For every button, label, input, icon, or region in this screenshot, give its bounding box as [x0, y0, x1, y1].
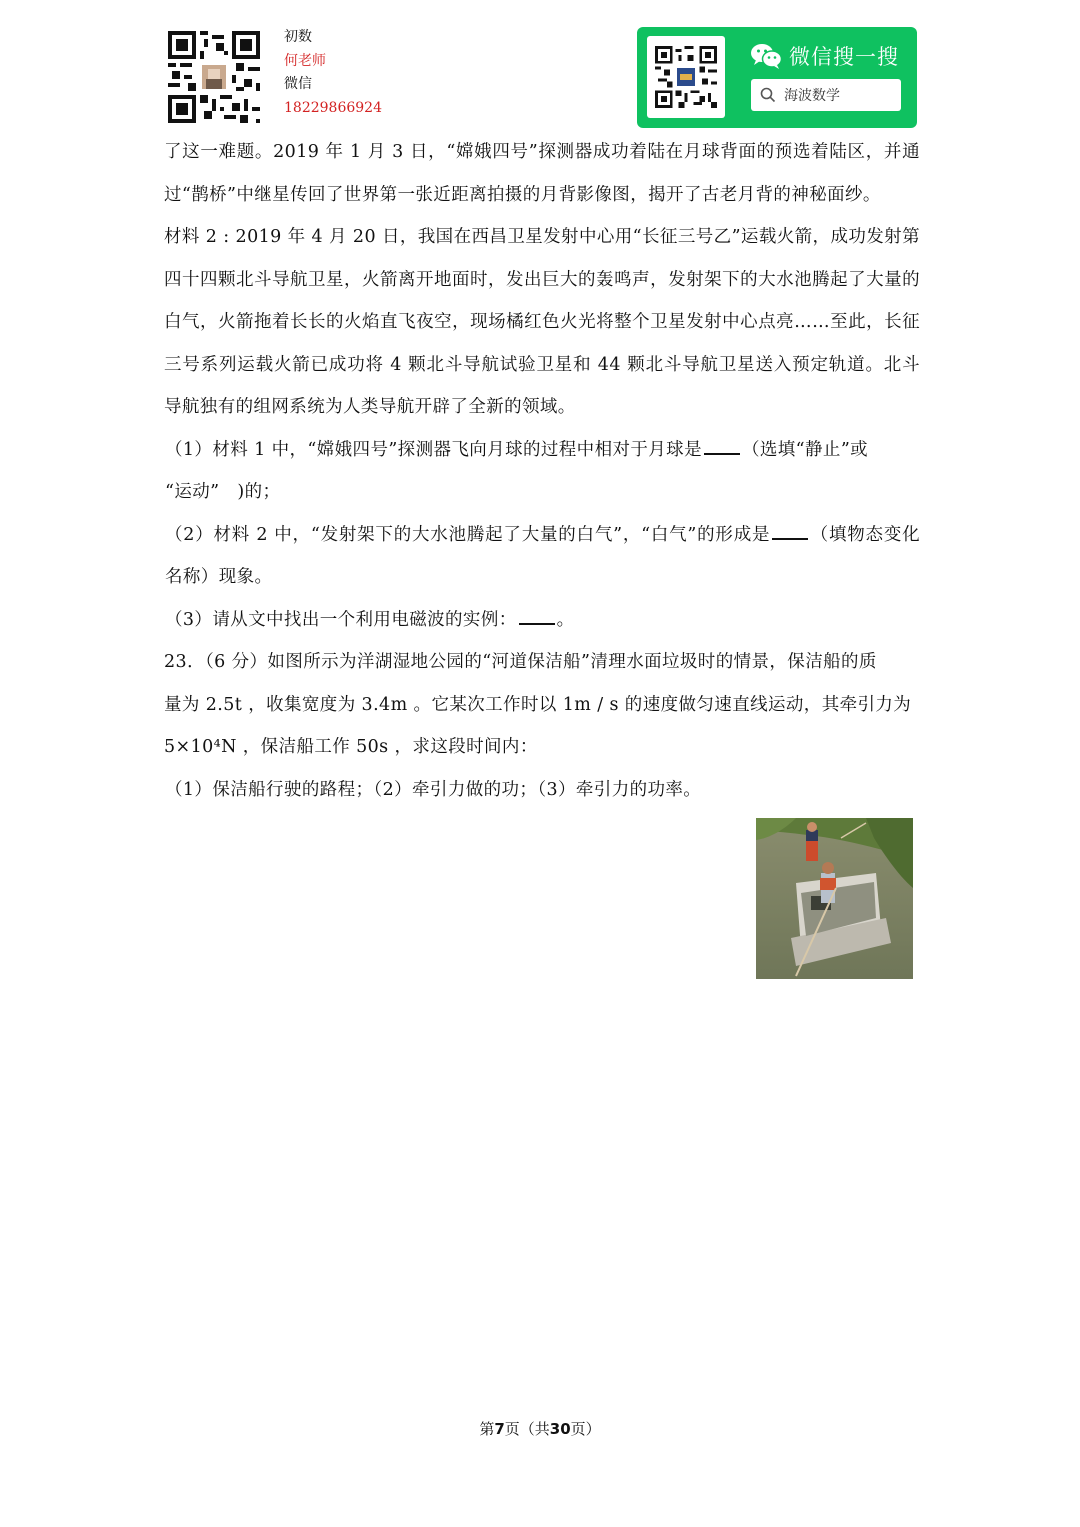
question-3-end: 。 — [556, 609, 575, 630]
wechat-search-banner[interactable] — [637, 27, 917, 128]
wechat-search-query: 海波数学 — [784, 88, 840, 104]
contact-phone: 18229866924 — [284, 99, 382, 116]
paragraph-material-1-end: 了这一难题。2019 年 1 月 3 日，“嫦娥四号”探测器成功着陆在月球背面的预选着陆区，并通过“鹊桥”中继星传回了世界第一张近距离拍摄的月背影像图，揭开了古老月背的神秘面纱。 — [164, 142, 920, 205]
contact-line-1: 初数 — [284, 29, 312, 45]
question-3 — [164, 599, 920, 642]
wechat-search-title: 微信搜一搜 — [789, 45, 899, 69]
question-1-text: （1）材料 1 中，“嫦娥四号”探测器飞向月球的过程中相对于月球是 — [165, 439, 702, 460]
qr-code-image — [168, 30, 260, 124]
contact-teacher: 何老师 — [284, 52, 326, 69]
problem-23-questions: （1）保洁船行驶的路程；（2）牵引力做的功；（3）牵引力的功率。 — [165, 779, 702, 800]
question-2 — [164, 514, 920, 599]
question-1 — [164, 429, 920, 472]
answer-blank-2[interactable] — [772, 521, 808, 540]
footer-middle: 页（共 — [504, 1420, 550, 1438]
answer-blank-3[interactable] — [519, 606, 555, 625]
question-3-text: （3）请从文中找出一个利用电磁波的实例： — [165, 609, 517, 630]
footer-prefix: 第 — [479, 1420, 495, 1438]
question-2-text: （2）材料 2 中，“发射架下的大水池腾起了大量的白气”，“白气”的形成是 — [165, 524, 771, 545]
footer-total-pages: 30 — [549, 1420, 571, 1438]
question-2-hint: （填物态变化名称）现象。 — [165, 524, 920, 587]
question-1-continued: “运动” )的； — [165, 482, 281, 502]
problem-23-line-2: 量为 2.5t ，收集宽度为 3.4m 。它某次工作时以 1m / s 的速度做匀速直线运动，其牵引力为 — [164, 694, 912, 715]
cleaning-boat-photo — [756, 818, 913, 979]
contact-line-3: 微信 — [284, 76, 312, 92]
search-icon — [760, 87, 776, 103]
wechat-qr-code — [647, 36, 725, 118]
wechat-search-field[interactable] — [751, 79, 901, 111]
document-body — [164, 131, 920, 811]
problem-23-line-1: 23．（6 分）如图所示为洋湖湿地公园的“河道保洁船”清理水面垃圾时的情景，保洁船的质 — [164, 652, 877, 672]
footer-suffix: 页） — [570, 1420, 601, 1438]
wechat-logo-icon — [750, 42, 783, 74]
problem-23-line-3: 5×10⁴N ，保洁船工作 50s ，求这段时间内： — [164, 737, 538, 757]
footer-page-number: 7 — [494, 1420, 505, 1438]
answer-blank-1[interactable] — [704, 436, 740, 455]
page-footer — [0, 1418, 1080, 1439]
question-1-hint: （选填“静止”或 — [741, 439, 869, 460]
paragraph-material-2: 材料 2 : 2019 年 4 月 20 日，我国在西昌卫星发射中心用“长征三号乙”运载火箭，成功发射第四十四颗北斗导航卫星，火箭离开地面时，发出巨大的轰鸣声，发射架下的大水池腾起了大量的白气，火箭拖着长长的火焰直飞夜空，现场橘红色火光将整个卫星发射中心点亮……至此，长征三号系列运载火箭已成功将 4 颗北斗导航试验卫星和 44 颗北斗导航卫星送入预定轨道。北斗导航独有的组网系统为人类导航开辟了全新的领域。 — [164, 227, 920, 417]
contact-info — [284, 26, 382, 120]
